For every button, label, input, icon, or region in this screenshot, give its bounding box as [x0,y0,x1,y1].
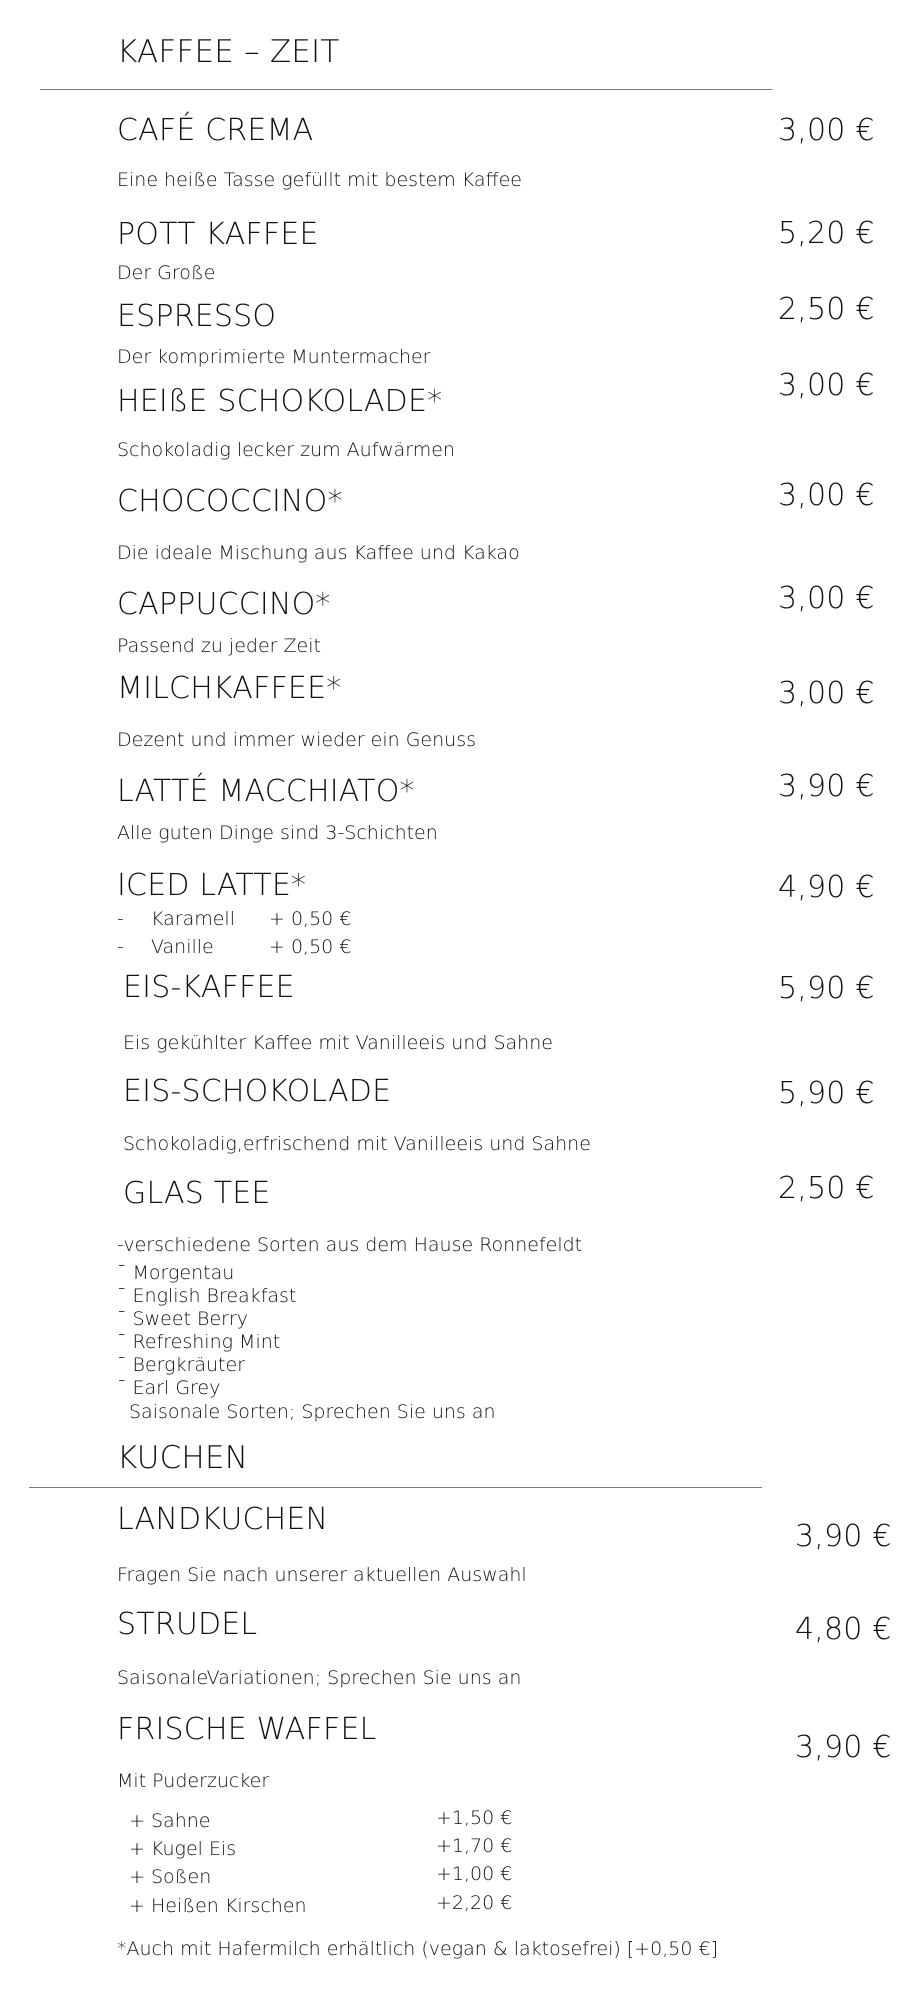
menu-item-description: Die ideale Mischung aus Kaffee und Kakao [117,542,520,564]
menu-item-description: Eine heiße Tasse gefüllt mit bestem Kaffee [117,169,522,191]
menu-item-price: 5,20 € [778,216,875,251]
menu-item-description: Fragen Sie nach unserer aktuellen Auswahl [117,1564,527,1586]
extra-name: Heißen Kirschen [151,1895,307,1917]
extra-bullet: + [129,1810,145,1832]
extra-price: +1,70 € [436,1835,513,1857]
menu-item-price: 3,00 € [778,478,875,513]
menu-item-name: GLAS TEE [123,1176,271,1211]
extra-price: +1,00 € [436,1863,513,1885]
menu-item-name: EIS-SCHOKOLADE [123,1074,392,1109]
menu-item-name: EIS-KAFFEE [123,970,295,1005]
menu-item-price: 2,50 € [778,292,875,327]
menu-item-name: LANDKUCHEN [117,1502,329,1537]
menu-item-name: FRISCHE WAFFEL [117,1712,377,1747]
menu-item-name: STRUDEL [117,1607,258,1642]
section-title-kaffee: KAFFEE – ZEIT [117,34,340,70]
option-name: Karamell [151,908,235,930]
menu-item-description: Eis gekühlter Kaffee mit Vanilleeis und Sahne [123,1032,553,1054]
option-bullet: - [117,936,124,958]
menu-item-price: 3,90 € [778,769,875,804]
menu-item-price: 3,00 € [778,368,875,403]
extra-price: +1,50 € [436,1807,513,1829]
menu-item-price: 5,90 € [778,1076,875,1111]
option-price: + 0,50 € [269,908,352,930]
section-divider-kaffee [40,89,772,90]
footnote: *Auch mit Hafermilch erhältlich (vegan & laktosefrei) [+0,50 €] [117,1938,718,1960]
extra-name: Soßen [151,1866,212,1888]
menu-item-description: Mit Puderzucker [117,1770,270,1792]
menu-item-price: 4,90 € [778,870,875,905]
menu-item-price: 2,50 € [778,1171,875,1206]
menu-item-price: 4,80 € [795,1612,892,1647]
tea-list-item: ¯ Refreshing Mint [117,1331,281,1353]
option-bullet: - [117,908,124,930]
menu-item-description: Der komprimierte Muntermacher [117,346,431,368]
menu-item-price: 3,00 € [778,581,875,616]
menu-item-name: POTT KAFFEE [117,217,319,252]
extra-price: +2,20 € [436,1892,513,1914]
menu-item-description: Alle guten Dinge sind 3-Schichten [117,822,438,844]
extra-bullet: + [129,1895,145,1917]
menu-item-price: 5,90 € [778,971,875,1006]
menu-item-description: Dezent und immer wieder ein Genuss [117,729,476,751]
tea-list-item: ¯ Bergkräuter [117,1354,245,1376]
option-price: + 0,50 € [269,936,352,958]
menu-item-description: Der Große [117,262,216,284]
menu-item-name: ESPRESSO [117,299,277,334]
extra-bullet: + [129,1866,145,1888]
menu-item-name: CAPPUCCINO* [117,587,331,622]
menu-item-description: Schokoladig,erfrischend mit Vanilleeis und Sahne [123,1133,591,1155]
tea-note: Saisonale Sorten; Sprechen Sie uns an [129,1401,496,1423]
extra-name: Kugel Eis [151,1838,237,1860]
section-divider-kuchen [29,1487,762,1488]
section-title-kuchen: KUCHEN [117,1440,249,1476]
extra-bullet: + [129,1838,145,1860]
extra-name: Sahne [151,1810,211,1832]
tea-list-item: ¯ Sweet Berry [117,1308,249,1330]
menu-item-price: 3,90 € [795,1519,892,1554]
menu-item-price: 3,00 € [778,676,875,711]
menu-item-name: ICED LATTE* [117,868,307,903]
menu-item-price: 3,90 € [795,1730,892,1765]
tea-list-item: ¯ English Breakfast [117,1285,297,1307]
option-name: Vanille [151,936,214,958]
menu-item-price: 3,00 € [778,113,875,148]
menu-item-name: MILCHKAFFEE* [117,671,342,706]
menu-item-description: Passend zu jeder Zeit [117,635,321,657]
menu-item-name: LATTÉ MACCHIATO* [117,774,415,809]
tea-list-item: ¯ Morgentau [117,1262,235,1284]
menu-item-name: HEIßE SCHOKOLADE* [117,384,443,419]
menu-item-name: CAFÉ CREMA [117,113,314,148]
menu-item-description: Schokoladig lecker zum Aufwärmen [117,439,455,461]
menu-item-description: SaisonaleVariationen; Sprechen Sie uns an [117,1667,522,1689]
menu-item-description: -verschiedene Sorten aus dem Hause Ronnefeldt [117,1234,583,1256]
menu-item-name: CHOCOCCINO* [117,484,343,519]
tea-list-item: ¯ Earl Grey [117,1377,221,1399]
